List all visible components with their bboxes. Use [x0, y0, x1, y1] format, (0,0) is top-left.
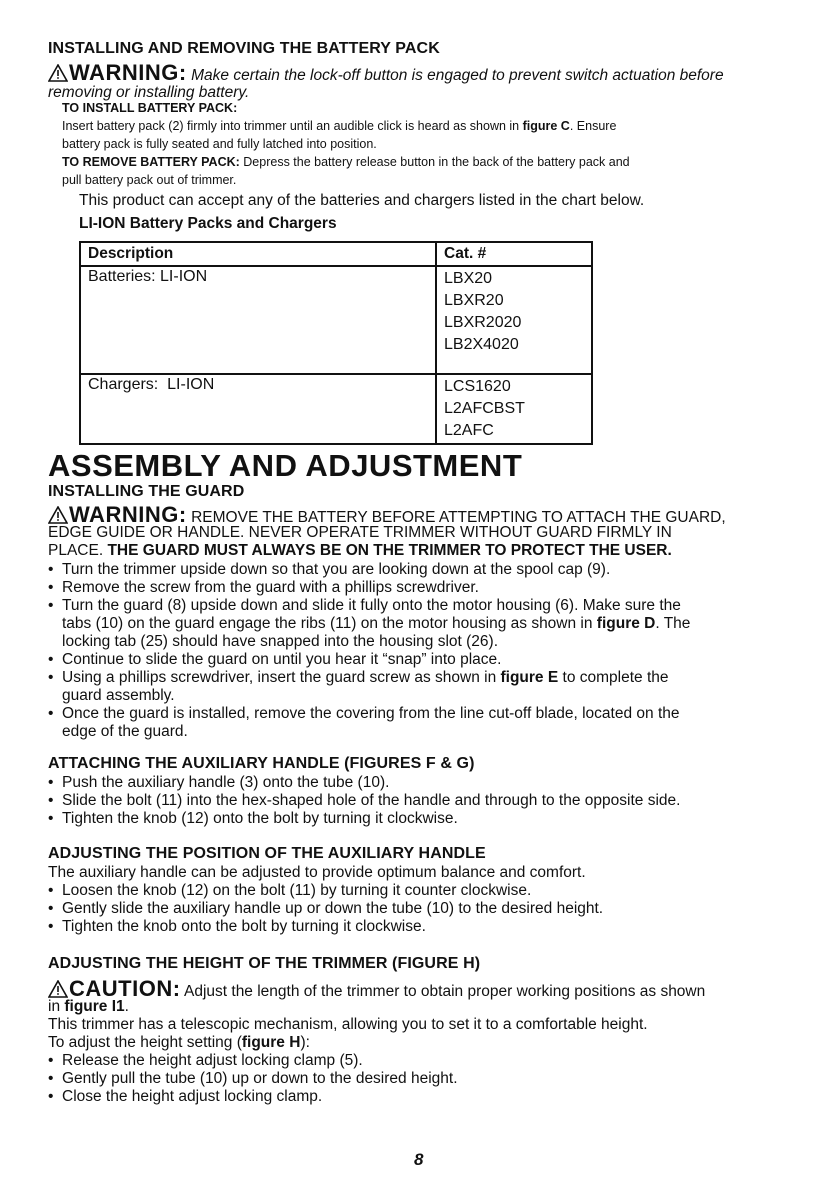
list-item: • Tighten the knob (12) onto the bolt by turning it clockwise.: [48, 810, 458, 827]
list-item: • Close the height adjust locking clamp.: [48, 1088, 323, 1105]
list-item-continued: guard assembly.: [62, 687, 175, 704]
cat-number: LBXR2020: [444, 314, 522, 331]
figure-c-ref: figure C: [522, 119, 570, 133]
table-row: [80, 374, 592, 444]
table-header-description: Description: [80, 242, 436, 266]
table-title: LI-ION Battery Packs and Chargers: [79, 215, 337, 232]
caution-line1: Adjust the length of the trimmer to obtain proper working positions as shown: [180, 983, 706, 1000]
figure-h-ref: figure H: [241, 1034, 301, 1051]
list-item: • Using a phillips screwdriver, insert the guard screw as shown in figure E to complete the: [48, 669, 669, 686]
guard-heading: INSTALLING THE GUARD: [48, 483, 245, 500]
guard-warning-line3: PLACE. THE GUARD MUST ALWAYS BE ON THE TRIMMER TO PROTECT THE USER.: [48, 542, 672, 559]
caution-line2: in figure I1.: [48, 998, 129, 1015]
height-heading: ADJUSTING THE HEIGHT OF THE TRIMMER (FIGURE H): [48, 955, 481, 972]
figure-i1-ref: figure I1: [64, 998, 125, 1015]
figure-e-ref: figure E: [500, 669, 559, 686]
table-cell-description: Chargers: LI-ION: [80, 374, 436, 444]
list-item: • Slide the bolt (11) into the hex-shaped hole of the handle and through to the opposite side.: [48, 792, 681, 809]
assembly-title: ASSEMBLY AND ADJUSTMENT: [48, 448, 523, 483]
table-header-cat: Cat. #: [436, 242, 592, 266]
list-item-continued: edge of the guard.: [62, 723, 188, 740]
aux-position-intro: The auxiliary handle can be adjusted to provide optimum balance and comfort.: [48, 864, 586, 881]
cat-number: LBXR20: [444, 292, 504, 309]
list-item: • Loosen the knob (12) on the bolt (11) by turning it counter clockwise.: [48, 882, 532, 899]
list-item-continued: locking tab (25) should have snapped into the housing slot (26).: [62, 633, 499, 650]
aux-position-heading: ADJUSTING THE POSITION OF THE AUXILIARY HANDLE: [48, 845, 486, 862]
warning-label: WARNING:: [69, 502, 187, 527]
table-header-row: [80, 242, 592, 266]
battery-section-heading: INSTALLING AND REMOVING THE BATTERY PACK: [48, 40, 440, 57]
figure-d-ref: figure D: [596, 615, 656, 632]
warning-text-line1: Make certain the lock-off button is engaged to prevent switch actuation before: [191, 67, 724, 84]
list-item: • Continue to slide the guard on until you hear it “snap” into place.: [48, 651, 502, 668]
warning-text-line2: removing or installing battery.: [48, 84, 250, 101]
guard-warning-line1: REMOVE THE BATTERY BEFORE ATTEMPTING TO ATTACH THE GUARD,: [191, 509, 726, 526]
page-number: 8: [414, 1150, 424, 1169]
cat-number: L2AFC: [444, 422, 494, 439]
list-item: • Gently pull the tube (10) up or down to the desired height.: [48, 1070, 458, 1087]
height-text-line2: To adjust the height setting (figure H):: [48, 1034, 310, 1051]
cat-number: LB2X4020: [444, 336, 519, 353]
battery-charger-table: [79, 241, 593, 445]
caution-label: CAUTION:: [69, 976, 181, 1001]
guard-warning-line2: EDGE GUIDE OR HANDLE. NEVER OPERATE TRIMMER WITHOUT GUARD FIRMLY IN: [48, 524, 672, 541]
list-item: • Push the auxiliary handle (3) onto the tube (10).: [48, 774, 390, 791]
remove-battery-text-line1: TO REMOVE BATTERY PACK: Depress the battery release button in the back of the battery pack and: [62, 155, 630, 169]
install-battery-heading: TO INSTALL BATTERY PACK:: [62, 101, 238, 115]
aux-handle-heading: ATTACHING THE AUXILIARY HANDLE (FIGURES F & G): [48, 755, 475, 772]
remove-battery-heading: TO REMOVE BATTERY PACK:: [62, 155, 240, 169]
cat-number: LBX20: [444, 270, 493, 287]
table-cell-description: Batteries: LI-ION: [80, 266, 436, 374]
install-battery-text-line1: Insert battery pack (2) firmly into trimmer until an audible click is heard as shown in figure C. Ensure: [62, 119, 617, 133]
remove-battery-text-line2: pull battery pack out of trimmer.: [62, 173, 237, 187]
height-text-line1: This trimmer has a telescopic mechanism, allowing you to set it to a comfortable height.: [48, 1016, 648, 1033]
table-cell-cats: [436, 266, 592, 374]
list-item-continued: tabs (10) on the guard engage the ribs (11) on the motor housing as shown in figure D. The: [62, 615, 691, 632]
table-cell-cats: [436, 374, 592, 444]
install-battery-text-line2: battery pack is fully seated and fully latched into position.: [62, 137, 377, 151]
list-item: • Release the height adjust locking clamp (5).: [48, 1052, 363, 1069]
list-item: • Remove the screw from the guard with a phillips screwdriver.: [48, 579, 479, 596]
cat-number: L2AFCBST: [444, 400, 525, 417]
list-item: • Turn the trimmer upside down so that you are looking down at the spool cap (9).: [48, 561, 611, 578]
table-row: [80, 266, 592, 374]
list-item: • Tighten the knob onto the bolt by turning it clockwise.: [48, 918, 426, 935]
battery-warning: [48, 60, 724, 87]
cat-number: LCS1620: [444, 378, 511, 395]
height-caution: [48, 976, 705, 1003]
compatibility-intro: This product can accept any of the batteries and chargers listed in the chart below.: [79, 192, 645, 209]
list-item: • Gently slide the auxiliary handle up or down the tube (10) to the desired height.: [48, 900, 604, 917]
list-item: • Turn the guard (8) upside down and slide it fully onto the motor housing (6). Make sure the: [48, 597, 681, 614]
list-item: • Once the guard is installed, remove the covering from the line cut-off blade, located on the: [48, 705, 680, 722]
warning-label: WARNING:: [69, 60, 187, 85]
